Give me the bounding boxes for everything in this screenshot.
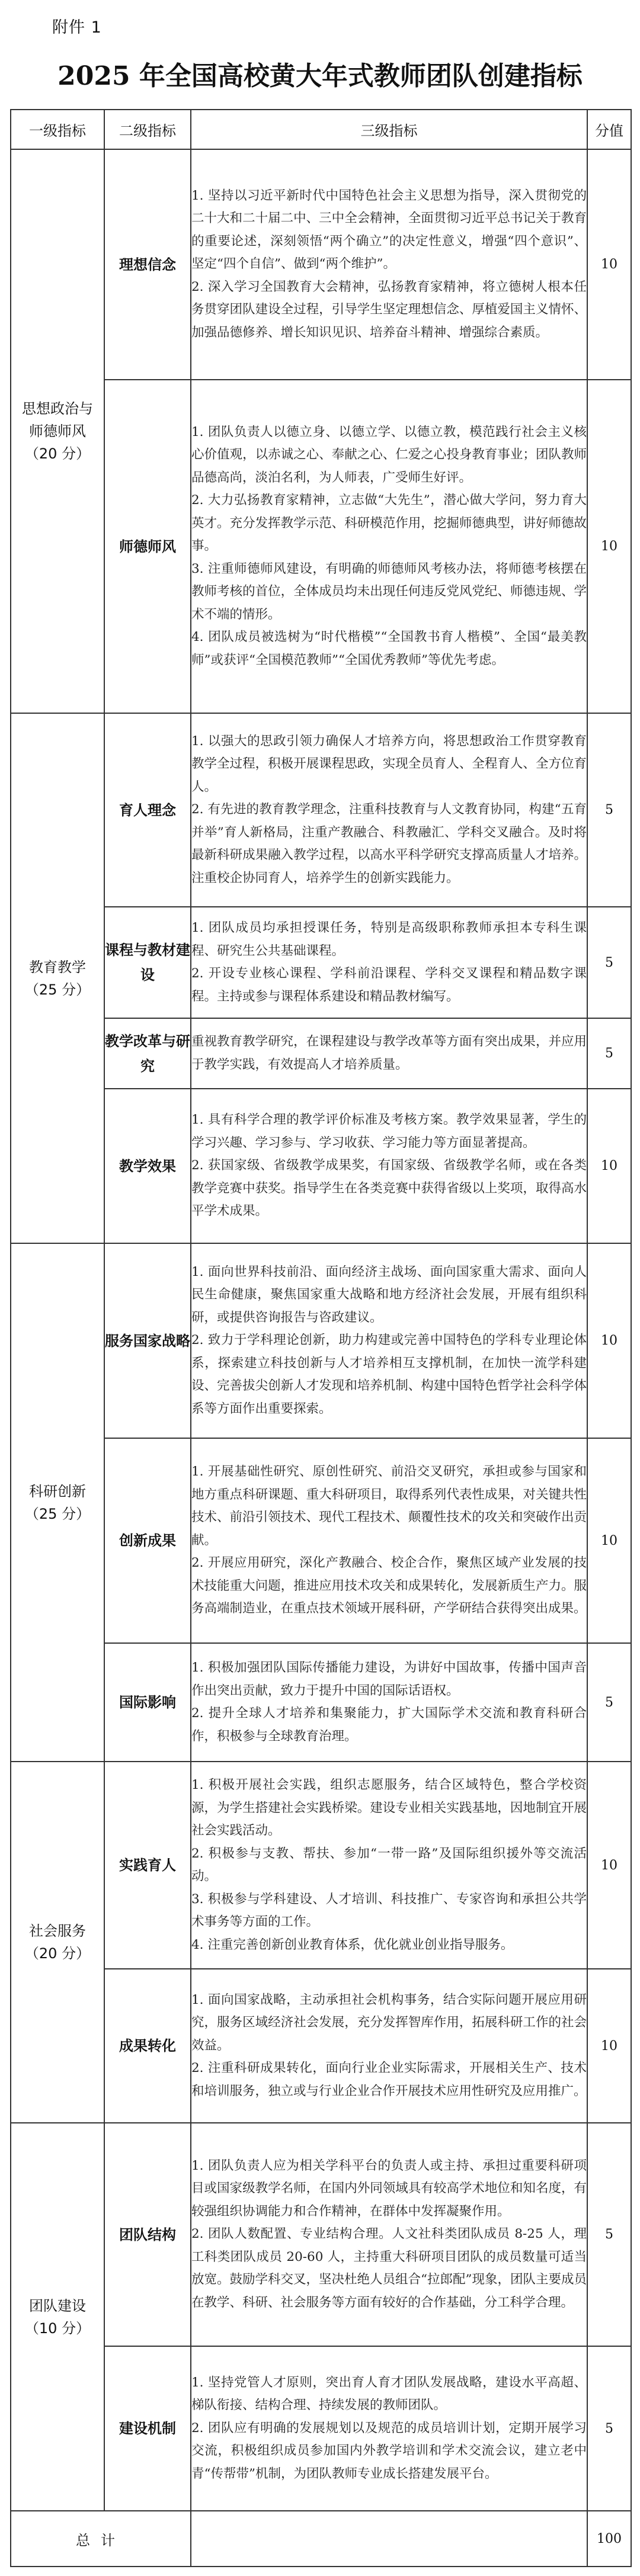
table-row bbox=[11, 907, 631, 1018]
header-score: 分值 bbox=[587, 110, 631, 149]
level2-indicator: 国际影响 bbox=[104, 1643, 191, 1762]
level3-item: 1. 开展基础性研究、原创性研究、前沿交叉研究，承担或参与国家和地方重点科研课题、重大科研项目，取得系列代表性成果，对关键共性技术、前沿引领技术、现代工程技术、颠覆性技术的攻关和突破作出贡献。 bbox=[191, 1464, 587, 1548]
total-label: 总计 bbox=[11, 2511, 191, 2567]
level3-item: 2. 提升全球人才培养和集聚能力，扩大国际学术交流和教育科研合作，积极参与全球教育治理。 bbox=[191, 1706, 587, 1744]
level1-indicator bbox=[11, 149, 104, 713]
score-value: 10 bbox=[587, 1969, 631, 2123]
table-row bbox=[11, 1969, 631, 2123]
level3-item: 2. 开设专业核心课程、学科前沿课程、学科交叉课程和精品数字课程。主持或参与课程体系建设和精品教材编写。 bbox=[191, 966, 587, 1004]
level3-indicators bbox=[191, 1243, 587, 1438]
level1-points: （20 分） bbox=[24, 445, 91, 462]
level3-item: 1. 团队负责人应为相关学科平台的负责人或主持、承担过重要科研项目或国家级教学名师，在国内外同领域具有较高学术地位和知名度，有较强组织协调能力和合作精神，在群体中发挥凝聚作用。 bbox=[191, 2158, 587, 2219]
score-value: 10 bbox=[587, 1089, 631, 1243]
total-score: 100 bbox=[587, 2511, 631, 2567]
header-level3: 三级指标 bbox=[191, 110, 587, 149]
score-value: 10 bbox=[587, 1243, 631, 1438]
level3-indicators bbox=[191, 907, 587, 1018]
level2-indicator: 教学效果 bbox=[104, 1089, 191, 1243]
level3-item: 2. 团队应有明确的发展规划以及规范的成员培训计划，定期开展学习交流，积极组织成员参加国内外教学培训和学术交流会议，建立老中青“传帮带”机制，为团队教师专业成长搭建发展平台。 bbox=[191, 2420, 587, 2481]
level3-item: 2. 注重科研成果转化，面向行业企业实际需求，开展相关生产、技术和培训服务，独立或与行业企业合作开展技术应用性研究及应用推广。 bbox=[191, 2061, 587, 2099]
level2-indicator: 课程与教材建设 bbox=[104, 907, 191, 1018]
level3-item: 2. 积极参与支教、帮扶、参加“一带一路”及国际组织援外等交流活动。 bbox=[191, 1846, 587, 1884]
level3-indicators bbox=[191, 380, 587, 713]
score-value: 10 bbox=[587, 380, 631, 713]
level3-item: 4. 团队成员被选树为“时代楷模”“全国教书育人楷模”、全国“最美教师”或获评“全国模范教师”“全国优秀教师”等优先考虑。 bbox=[191, 630, 587, 668]
level3-item: 1. 面向世界科技前沿、面向经济主战场、面向国家重大需求、面向人民生命健康，聚焦国家重大战略和地方经济社会发展，开展有组织科研，或提供咨询报告与咨政建议。 bbox=[191, 1264, 587, 1325]
level2-indicator: 团队结构 bbox=[104, 2123, 191, 2346]
level3-item: 重视教育教学研究，在课程建设与教学改革等方面有突出成果，并应用于教学实践，有效提高人才培养质量。 bbox=[191, 1034, 587, 1072]
level2-indicator: 服务国家战略 bbox=[104, 1243, 191, 1438]
score-value: 5 bbox=[587, 2123, 631, 2346]
level3-indicators bbox=[191, 2346, 587, 2511]
level3-indicators bbox=[191, 1643, 587, 1762]
score-value: 5 bbox=[587, 1643, 631, 1762]
level2-indicator: 建设机制 bbox=[104, 2346, 191, 2511]
level1-points: （25 分） bbox=[24, 981, 91, 998]
document-title: 2025 年全国高校黄大年式教师团队创建指标 bbox=[57, 61, 583, 91]
level3-item: 2. 获国家级、省级教学成果奖，有国家级、省级教学名师，或在各类教学竞赛中获奖。指导学生在各类竞赛中获得省级以上奖项，取得高水平学术成果。 bbox=[191, 1158, 587, 1219]
level3-indicators bbox=[191, 1438, 587, 1643]
level3-indicators bbox=[191, 149, 587, 380]
level1-indicator bbox=[11, 713, 104, 1243]
level1-points: （25 分） bbox=[24, 1505, 91, 1522]
level3-indicators bbox=[191, 1762, 587, 1969]
level3-item: 2. 致力于学科理论创新，助力构建或完善中国特色的学科专业理论体系，探索建立科技创新与人才培养相互支撑机制，在加快一流学科建设、完善拔尖创新人才发现和培养机制、构建中国特色哲学社会科学体系等方面作出重要探索。 bbox=[191, 1333, 587, 1416]
level3-indicators bbox=[191, 1969, 587, 2123]
level1-indicator bbox=[11, 2123, 104, 2511]
level3-item: 1. 具有科学合理的教学评价标准及考核方案。教学效果显著，学生的学习兴趣、学习参与、学习收获、学习能力等方面显著提高。 bbox=[191, 1112, 587, 1150]
level2-indicator: 理想信念 bbox=[104, 149, 191, 380]
total-row bbox=[11, 2511, 631, 2567]
criteria-table bbox=[10, 109, 632, 2567]
level3-item: 4. 注重完善创新创业教育体系，优化就业创业指导服务。 bbox=[191, 1937, 514, 1952]
table-row bbox=[11, 149, 631, 380]
level3-item: 2. 团队人数配置、专业结构合理。人文社科类团队成员 8-25 人，理工科类团队成员 20-60 人，主持重大科研项目团队的成员数量可适当放宽。鼓励学科交叉，坚决杜绝人员组合“拉郎配”现象，团队主要成员在教学、科研、社会服务等方面有较好的合作基础，分工科学合理。 bbox=[191, 2227, 587, 2310]
level2-indicator: 师德师风 bbox=[104, 380, 191, 713]
table-row bbox=[11, 1762, 631, 1969]
score-value: 5 bbox=[587, 907, 631, 1018]
table-row bbox=[11, 713, 631, 907]
level2-indicator: 成果转化 bbox=[104, 1969, 191, 2123]
level3-item: 1. 坚持党管人才原则，突出育人育才团队发展战略，建设水平高超、梯队衔接、结构合理、持续发展的教师团队。 bbox=[191, 2375, 587, 2413]
level3-item: 2. 大力弘扬教育家精神，立志做“大先生”，潜心做大学问，努力育大英才。充分发挥教学示范、科研模范作用，挖掘师德典型，讲好师德故事。 bbox=[191, 493, 587, 554]
level2-indicator: 创新成果 bbox=[104, 1438, 191, 1643]
level3-item: 1. 以强大的思政引领力确保人才培养方向，将思想政治工作贯穿教育教学全过程，积极开展课程思政，实现全员育人、全程育人、全方位育人。 bbox=[191, 733, 587, 794]
table-row bbox=[11, 380, 631, 713]
level3-indicators bbox=[191, 1089, 587, 1243]
level3-item: 1. 面向国家战略，主动承担社会机构事务，结合实际问题开展应用研究，服务区域经济社会发展，充分发挥智库作用，拓展科研工作的社会效益。 bbox=[191, 1992, 587, 2053]
level1-name: 科研创新 bbox=[29, 1483, 86, 1500]
score-value: 10 bbox=[587, 1762, 631, 1969]
level2-indicator: 教学改革与研究 bbox=[104, 1018, 191, 1089]
score-value: 5 bbox=[587, 2346, 631, 2511]
level3-item: 2. 有先进的教育教学理念，注重科技教育与人文教育协同，构建“五育并举”育人新格局，注重产教融合、科教融汇、学科交叉融合。及时将最新科研成果融入教学过程，以高水平科学研究支撑高质量人才培养。注重校企协同育人，培养学生的创新实践能力。 bbox=[191, 802, 587, 886]
table-row bbox=[11, 1243, 631, 1438]
level3-item: 1. 积极开展社会实践，组织志愿服务，结合区域特色，整合学校资源，为学生搭建社会实践桥梁。建设专业相关实践基地，因地制宜开展社会实践活动。 bbox=[191, 1778, 587, 1838]
level1-indicator bbox=[11, 1243, 104, 1762]
header-level1: 一级指标 bbox=[11, 110, 104, 149]
level2-indicator: 实践育人 bbox=[104, 1762, 191, 1969]
level3-item: 3. 注重师德师风建设，有明确的师德师风考核办法，将师德考核摆在教师考核的首位，全体成员均未出现任何违反党风党纪、师德违规、学术不端的情形。 bbox=[191, 561, 587, 622]
table-row bbox=[11, 2123, 631, 2346]
score-value: 5 bbox=[587, 713, 631, 907]
table-row bbox=[11, 1089, 631, 1243]
score-value: 10 bbox=[587, 1438, 631, 1643]
total-empty-cell bbox=[191, 2511, 587, 2567]
level1-points: （10 分） bbox=[24, 2320, 91, 2337]
level1-name: 团队建设 bbox=[29, 2297, 86, 2314]
table-body bbox=[11, 149, 631, 2567]
header-level2: 二级指标 bbox=[104, 110, 191, 149]
table-header-row bbox=[11, 110, 631, 149]
level3-indicators bbox=[191, 1018, 587, 1089]
level3-item: 1. 团队成员均承担授课任务，特别是高级职称教师承担本专科生课程、研究生公共基础课程。 bbox=[191, 920, 587, 958]
score-value: 5 bbox=[587, 1018, 631, 1089]
level3-item: 2. 深入学习全国教育大会精神，弘扬教育家精神，将立德树人根本任务贯穿团队建设全过程，引导学生坚定理想信念、厚植爱国主义情怀、加强品德修养、增长知识见识、培养奋斗精神、增强综合素质。 bbox=[191, 279, 587, 340]
attachment-label: 附件 1 bbox=[52, 18, 102, 37]
score-value: 10 bbox=[587, 149, 631, 380]
level1-name: 思想政治与师德师风 bbox=[22, 400, 93, 440]
level3-item: 1. 坚持以习近平新时代中国特色社会主义思想为指导，深入贯彻党的二十大和二十届二中、三中全会精神，全面贯彻习近平总书记关于教育的重要论述，深刻领悟“两个确立”的决定性意义，增强“四个意识”、坚定“四个自信”、做到“两个维护”。 bbox=[191, 188, 587, 272]
level3-item: 3. 积极参与学科建设、人才培训、科技推广、专家咨询和承担公共学术事务等方面的工作。 bbox=[191, 1891, 587, 1929]
level1-name: 社会服务 bbox=[29, 1923, 86, 1939]
level3-item: 2. 开展应用研究，深化产教融合、校企合作，聚焦区域产业发展的技术技能重大问题，推进应用技术攻关和成果转化，发展新质生产力。服务高端制造业，在重点技术领域开展科研，产学研结合获得突出成果。 bbox=[191, 1555, 587, 1616]
level1-name: 教育教学 bbox=[29, 958, 86, 976]
level2-indicator: 育人理念 bbox=[104, 713, 191, 907]
table-row bbox=[11, 1018, 631, 1089]
level3-item: 1. 积极加强团队国际传播能力建设，为讲好中国故事，传播中国声音作出突出贡献，致力于提升中国的国际话语权。 bbox=[191, 1660, 587, 1698]
level1-indicator bbox=[11, 1762, 104, 2123]
table-row bbox=[11, 2346, 631, 2511]
level3-indicators bbox=[191, 2123, 587, 2346]
table-row bbox=[11, 1438, 631, 1643]
level3-indicators bbox=[191, 713, 587, 907]
table-row bbox=[11, 1643, 631, 1762]
level1-points: （20 分） bbox=[24, 1945, 91, 1962]
level3-item: 1. 团队负责人以德立身、以德立学、以德立教，模范践行社会主义核心价值观，以赤诚之心、奉献之心、仁爱之心投身教育事业；团队教师品德高尚，淡泊名利，为人师表，广受师生好评。 bbox=[191, 424, 587, 485]
